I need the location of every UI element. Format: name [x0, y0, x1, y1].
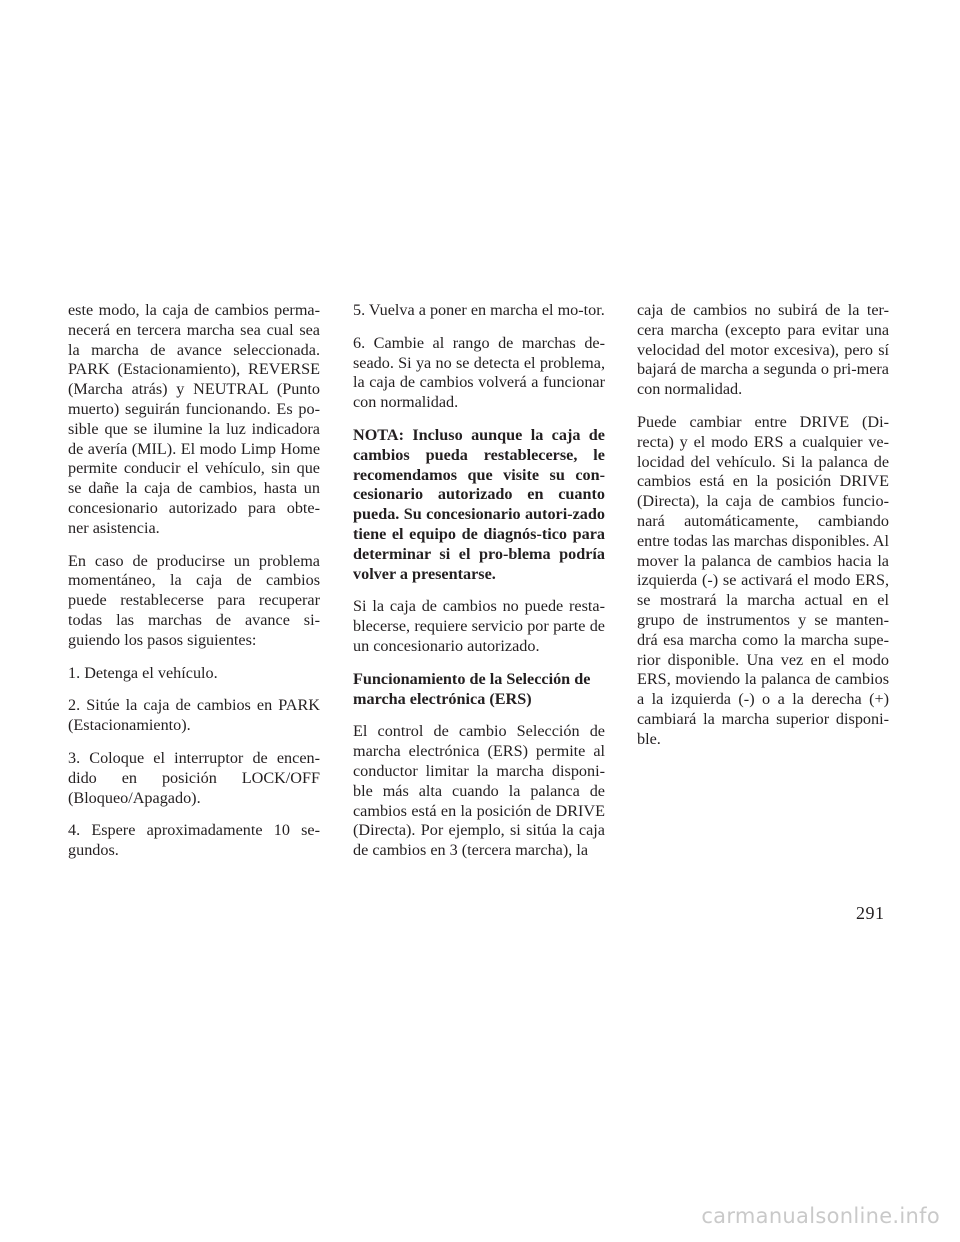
note-paragraph: NOTA: Incluso aunque la caja de cambios pueda restablecerse, le recomendamos que visite su con-cesionario autorizado en cuanto pueda. Su concesionario autori-zado tiene el equipo de diagnós-tico para determinar si el pro-blema podría volver a presentarse. [353, 425, 605, 583]
step-2: 2. Sitúe la caja de cambios en PARK (Estacionamiento). [68, 696, 320, 735]
paragraph-drive-ers: Puede cambiar entre DRIVE (Di-recta) y el modo ERS a cualquier ve-locidad del vehículo. Si la palanca de cambios está en la posición DRIVE (Directa), la caja de cambios funcio-nará automáticamente, cambiando entre todas las marchas disponibles. Al mover la palanca de cambios hacia la izquierda (-) se activará el modo ERS, se mostrará la marcha actual en el grupo de instrumentos y se manten-drá esa marcha como la marcha supe-rior disponible. Una vez en el modo ERS, moviendo la palanca de cambios a la izquierda (-) o a la derecha (+) cambiará la marcha superior disponi-ble. [637, 412, 889, 748]
text-column-1 [68, 301, 320, 874]
page-number: 291 [856, 903, 885, 923]
step-4: 4. Espere aproximadamente 10 se-gundos. [68, 821, 320, 860]
paragraph-limp-home: este modo, la caja de cambios perma-necerá en tercera marcha sea cual sea la marcha de avance seleccionada. PARK (Estacionamiento), REVERSE (Marcha atrás) y NEUTRAL (Punto muerto) seguirán funcionando. Es po-sible que se ilumine la luz indicadora de avería (MIL). El modo Limp Home permite conducir el vehículo, sin que se dañe la caja de cambios, hasta un concesionario autorizado para obte-ner asistencia. [68, 301, 320, 537]
paragraph-ers-continued: caja de cambios no subirá de la ter-cera marcha (excepto para evitar una velocidad del motor excesiva), pero sí bajará de marcha a segunda o pri-mera con normalidad. [637, 301, 889, 399]
section-heading-ers: Funcionamiento de la Selección de marcha electrónica (ERS) [353, 669, 591, 708]
paragraph-service: Si la caja de cambios no puede resta-blecerse, requiere servicio por parte de un concesionario autorizado. [353, 597, 605, 655]
step-6: 6. Cambie al rango de marchas de-seado. Si ya no se detecta el problema, la caja de cambios volverá a funcionar con normalidad. [353, 333, 605, 412]
paragraph-reset-intro: En caso de producirse un problema momentáneo, la caja de cambios puede restablecerse para recuperar todas las marchas de avance si-guiendo los pasos siguientes: [68, 551, 320, 649]
paragraph-ers: El control de cambio Selección de marcha electrónica (ERS) permite al conductor limitar la marcha disponi-ble más alta cuando la palanca de cambios está en la posición de DRIVE (Directa). Por ejemplo, si sitúa la caja de cambios en 3 (tercera marcha), la [353, 722, 605, 860]
step-3: 3. Coloque el interruptor de encen-dido en posición LOCK/OFF (Bloqueo/Apagado). [68, 748, 320, 807]
watermark: carmanualsonline.info [701, 1204, 940, 1228]
step-1: 1. Detenga el vehículo. [68, 663, 218, 682]
text-column-2 [353, 301, 605, 874]
step-5: 5. Vuelva a poner en marcha el mo-tor. [353, 301, 605, 319]
text-column-3 [637, 301, 889, 763]
